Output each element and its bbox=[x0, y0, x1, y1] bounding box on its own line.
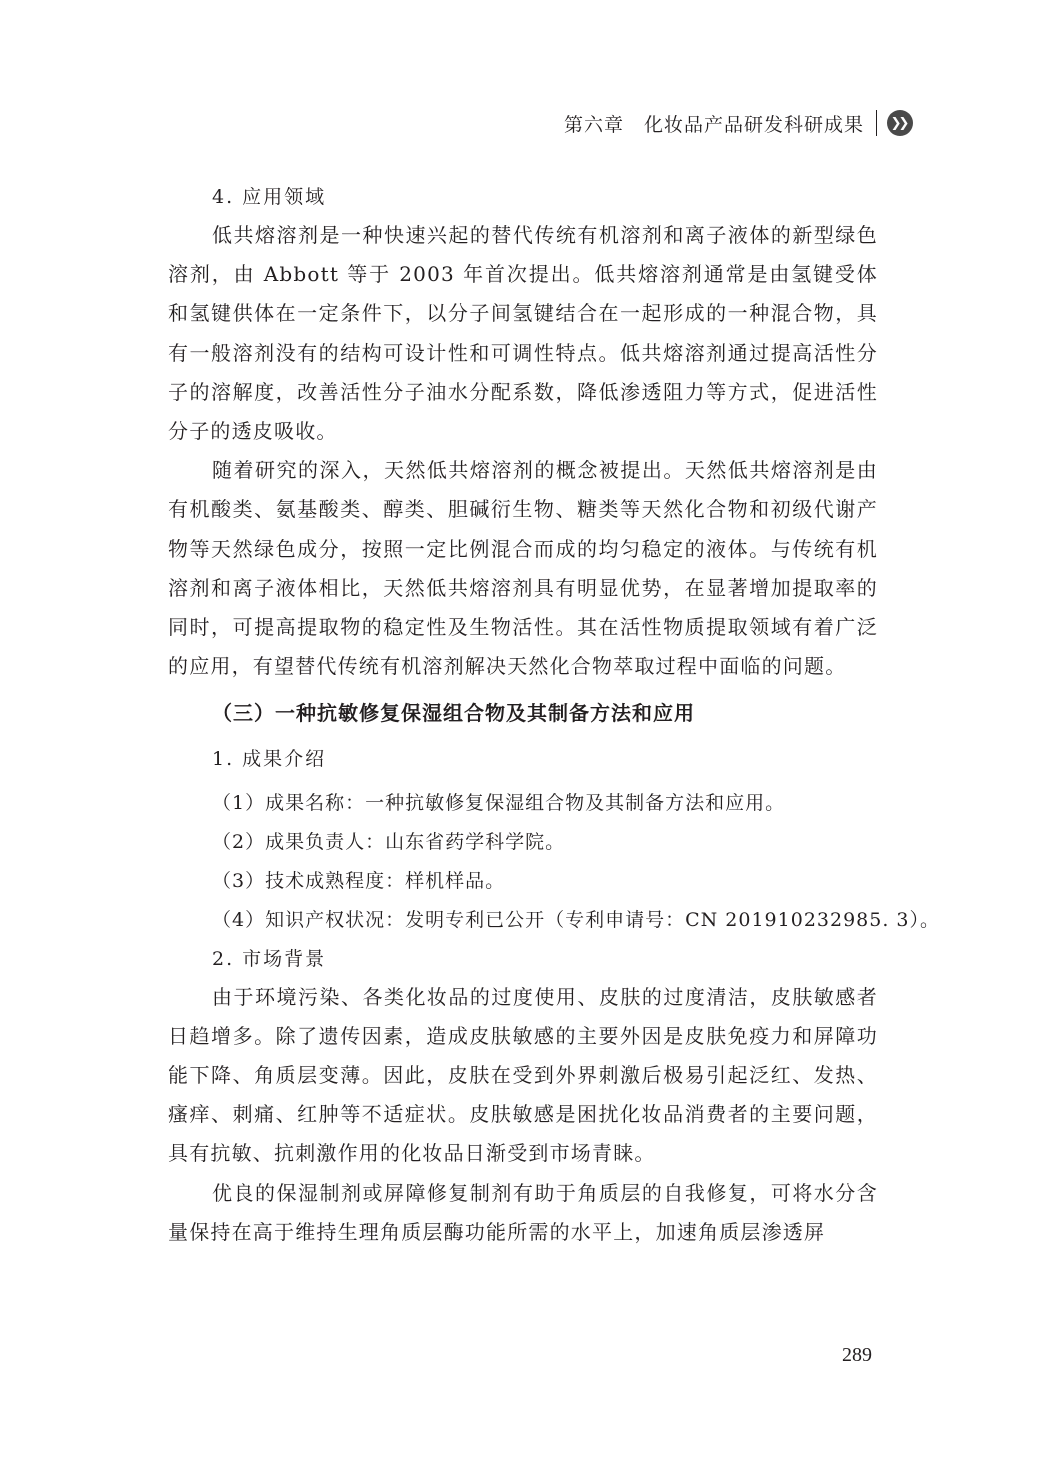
chapter-title: 化妆品产品研发科研成果 bbox=[643, 113, 864, 136]
list-item: （2）成果负责人：山东省药学科学院。 bbox=[212, 831, 566, 854]
chapter-number: 第六章 bbox=[563, 113, 624, 136]
page-number: 289 bbox=[842, 1344, 872, 1366]
double-chevron-right-icon: ❯❯ bbox=[887, 110, 913, 136]
page-body bbox=[168, 178, 941, 1252]
section-heading: （三）一种抗敏修复保湿组合物及其制备方法和应用 bbox=[212, 701, 695, 726]
subhead-market: 2. 市场背景 bbox=[212, 947, 327, 970]
paragraph-skin-sensitivity: 由于环境污染、各类化妆品的过度使用、皮肤的过度清洁，皮肤敏感者日趋增多。除了遗传因素，造成皮肤敏感的主要外因是皮肤免疫力和屏障功能下降、角质层变薄。因此，皮肤在受到外界刺激后极易引起泛红、发热、瘙痒、刺痛、红肿等不适症状。皮肤敏感是困扰化妆品消费者的主要问题，具有抗敏、抗刺激作用的化妆品日渐受到市场青睐。 bbox=[168, 984, 878, 1166]
list-item: （3）技术成熟程度：样机样品。 bbox=[212, 870, 506, 893]
running-head bbox=[564, 106, 913, 140]
list-item: （4）知识产权状况：发明专利已公开（专利申请号：CN 201910232985. 3）。 bbox=[212, 908, 941, 931]
paragraph-des-intro: 低共熔溶剂是一种快速兴起的替代传统有机溶剂和离子液体的新型绿色溶剂，由 Abbott 等于 2003 年首次提出。低共熔溶剂通常是由氢键受体和氢键供体在一定条件下，以分子间氢键结合在一起形成的一种混合物，具有一般溶剂没有的结构可设计性和可调性特点。低共熔溶剂通过提高活性分子的溶解度，改善活性分子油水分配系数，降低渗透阻力等方式，促进活性分子的透皮吸收。 bbox=[168, 223, 878, 444]
paragraph-moisturizing: 优良的保湿制剂或屏障修复制剂有助于角质层的自我修复，可将水分含量保持在高于维持生理角质层酶功能所需的水平上，加速角质层渗透屏 bbox=[168, 1180, 878, 1244]
subhead-intro: 1. 成果介绍 bbox=[212, 748, 327, 771]
list-item: （1）成果名称：一种抗敏修复保湿组合物及其制备方法和应用。 bbox=[212, 792, 786, 815]
subhead-application: 4. 应用领域 bbox=[212, 186, 327, 208]
paragraph-natural-des: 随着研究的深入，天然低共熔溶剂的概念被提出。天然低共熔溶剂是由有机酸类、氨基酸类、醇类、胆碱衍生物、糖类等天然化合物和初级代谢产物等天然绿色成分，按照一定比例混合而成的均匀稳定的液体。与传统有机溶剂和离子液体相比，天然低共熔溶剂具有明显优势，在显著增加提取率的同时，可提高提取物的稳定性及生物活性。其在活性物质提取领域有着广泛的应用，有望替代传统有机溶剂解决天然化合物萃取过程中面临的问题。 bbox=[168, 458, 878, 679]
header-divider bbox=[876, 110, 877, 136]
